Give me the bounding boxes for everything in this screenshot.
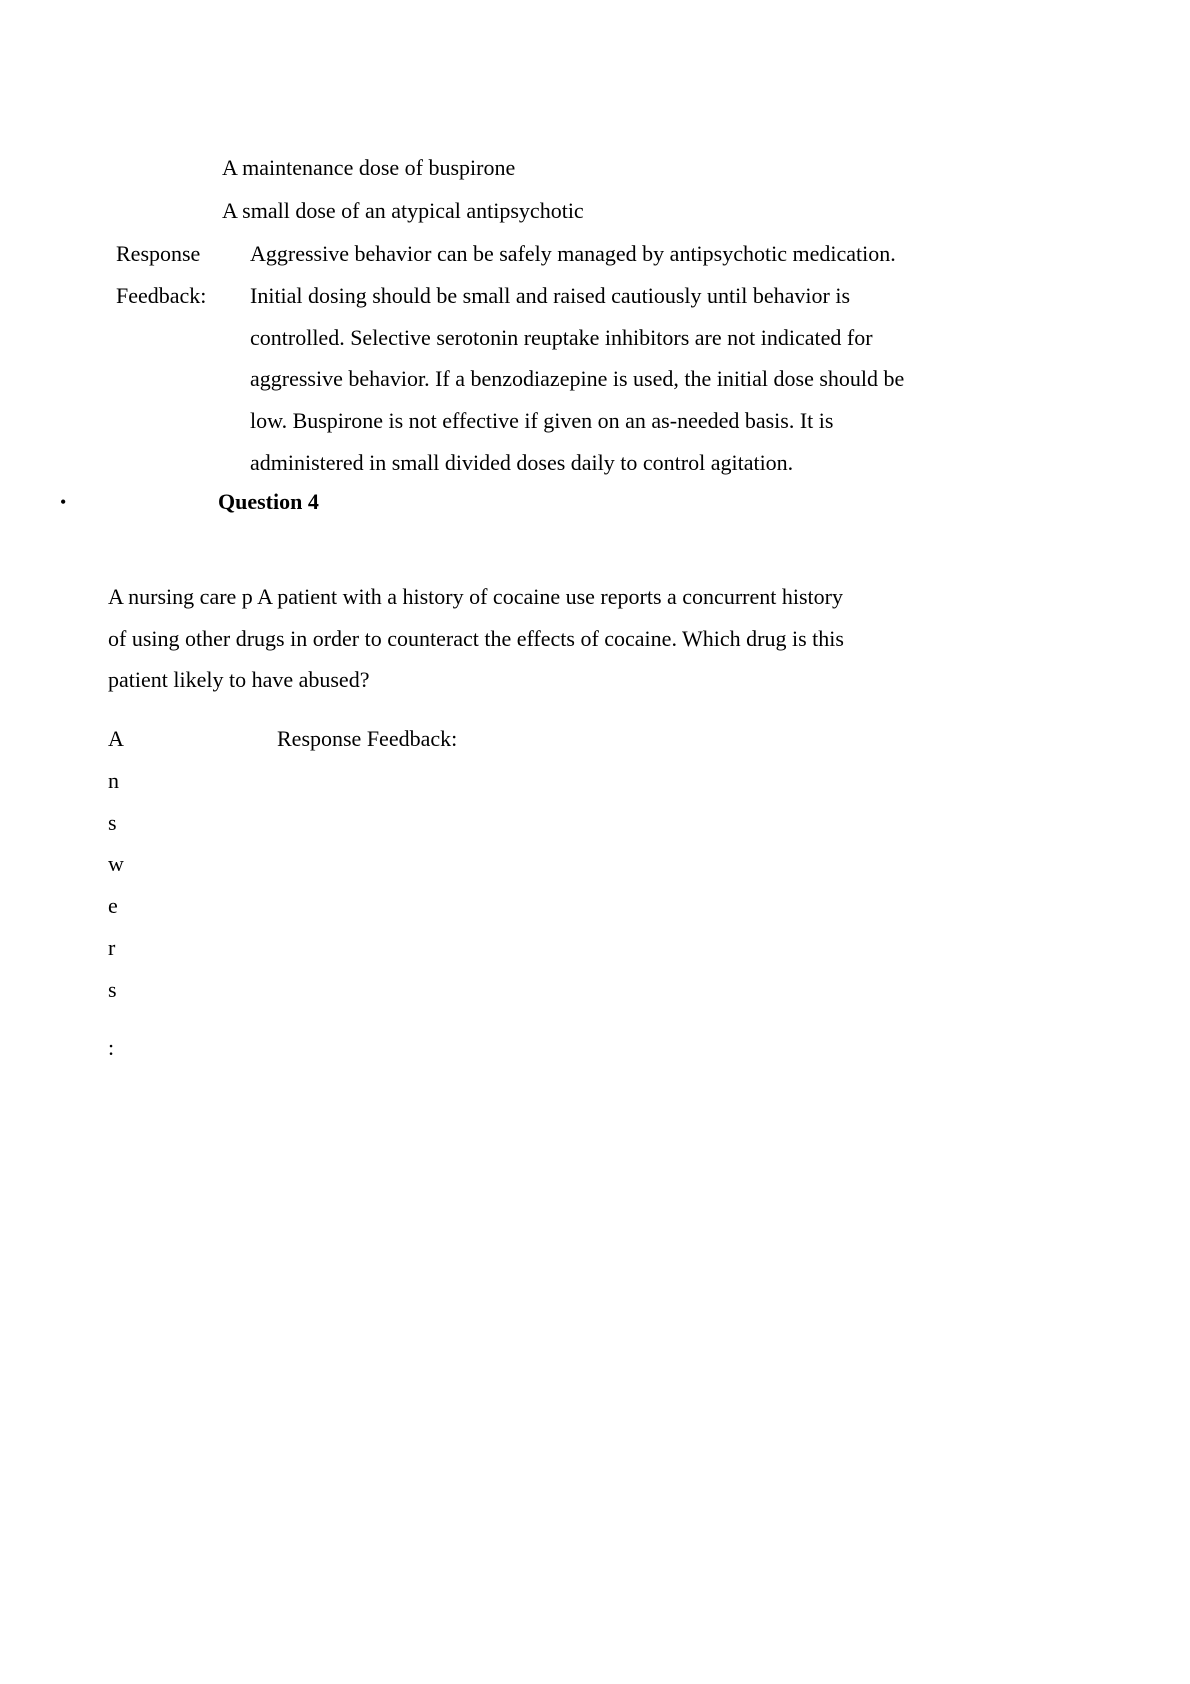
answer-option: A maintenance dose of buspirone <box>222 155 516 180</box>
answers-label-letter: e <box>108 893 118 918</box>
answers-label-letter: n <box>108 768 119 793</box>
bullet-marker: • <box>60 492 67 512</box>
question-text-line: patient likely to have abused? <box>108 667 370 692</box>
feedback-line: controlled. Selective serotonin reuptake inhibitors are not indicated for <box>250 325 873 350</box>
answers-label-letter: : <box>108 1035 115 1060</box>
feedback-line: Aggressive behavior can be safely managed by antipsychotic medication. <box>250 241 896 266</box>
answers-label-letter: A <box>108 726 124 751</box>
question-text-line: A nursing care p A patient with a history of cocaine use reports a concurrent history <box>108 584 843 609</box>
response-feedback-label-line1: Response <box>116 241 201 266</box>
feedback-line: Initial dosing should be small and raised cautiously until behavior is <box>250 283 851 308</box>
response-feedback-label-line2: Feedback: <box>116 283 207 308</box>
answers-label-letter: s <box>108 810 117 835</box>
response-feedback-label: Response Feedback: <box>277 726 458 751</box>
answers-label-letter: w <box>108 851 124 876</box>
question-text-line: of using other drugs in order to counteract the effects of cocaine. Which drug is this <box>108 626 844 651</box>
answers-label-letter: s <box>108 977 117 1002</box>
answers-label-letter: r <box>108 935 116 960</box>
feedback-line: low. Buspirone is not effective if given on an as-needed basis. It is <box>250 408 834 433</box>
feedback-line: administered in small divided doses daily to control agitation. <box>250 450 794 475</box>
question-heading: Question 4 <box>218 489 319 514</box>
feedback-line: aggressive behavior. If a benzodiazepine is used, the initial dose should be <box>250 366 905 391</box>
answer-option: A small dose of an atypical antipsychotic <box>222 198 584 223</box>
